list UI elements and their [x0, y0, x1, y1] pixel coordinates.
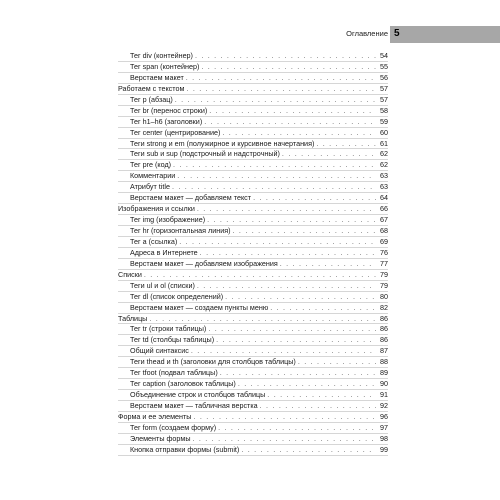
toc-section-row: [118, 368, 388, 379]
toc-entry-page: 57: [380, 83, 388, 93]
toc-leader-dots: [195, 51, 376, 62]
toc-leader-dots: [253, 193, 376, 204]
toc-entry-title: Тег h1–h6 (заголовки): [130, 116, 203, 126]
toc-section-row: [118, 117, 388, 128]
page-header: [0, 26, 500, 46]
toc-entry-page: 86: [380, 324, 388, 334]
toc-leader-dots: [186, 84, 376, 95]
toc-chapter-row: [118, 84, 388, 95]
toc-section-row: [118, 128, 388, 139]
toc-entry-page: 80: [380, 291, 388, 301]
toc-leader-dots: [173, 160, 376, 171]
toc-section-row: [118, 248, 388, 259]
toc-entry-title: Тег caption (заголовок таблицы): [130, 379, 236, 389]
toc-entry-page: 89: [380, 368, 388, 378]
toc-entry-title: Тег p (абзац): [130, 94, 173, 104]
toc-entry-page: 77: [380, 258, 388, 268]
toc-entry-page: 91: [380, 390, 388, 400]
toc-leader-dots: [280, 259, 376, 270]
toc-section-row: [118, 226, 388, 237]
toc-entry-page: 55: [380, 61, 388, 71]
toc-leader-dots: [193, 412, 376, 423]
toc-entry-page: 82: [380, 302, 388, 312]
toc-entry-page: 63: [380, 182, 388, 192]
toc-entry-title: Тег pre (код): [130, 160, 172, 170]
toc-entry-title: Тег form (создаем форму): [130, 422, 217, 432]
toc-section-row: [118, 62, 388, 73]
toc-entry-page: 61: [380, 138, 388, 148]
toc-entry-page: 90: [380, 379, 388, 389]
toc-entry-title: Тег center (центрирование): [130, 127, 221, 137]
toc-entry-page: 88: [380, 357, 388, 367]
page-number-tab: [390, 26, 500, 43]
toc-section-row: [118, 335, 388, 346]
toc-leader-dots: [175, 95, 376, 106]
toc-section-row: [118, 423, 388, 434]
toc-entry-title: Таблицы: [118, 313, 148, 323]
toc-leader-dots: [149, 314, 376, 325]
toc-leader-dots: [191, 346, 376, 357]
toc-leader-dots: [197, 204, 376, 215]
toc-section-row: [118, 281, 388, 292]
toc-entry-page: 76: [380, 247, 388, 257]
toc-entry-page: 66: [380, 204, 388, 214]
toc-chapter-row: [118, 412, 388, 423]
toc-section-row: [118, 303, 388, 314]
toc-entry-title: Верстаем макет — добавляем текст: [130, 193, 252, 203]
toc-section-row: [118, 171, 388, 182]
toc-entry-title: Тег hr (горизонтальная линия): [130, 226, 231, 235]
toc-section-row: [118, 346, 388, 357]
toc-section-row: [118, 215, 388, 226]
toc-chapter-row: [118, 204, 388, 215]
toc-entry-page: 62: [380, 160, 388, 170]
toc-entry-title: Кнопка отправки формы (submit): [130, 444, 240, 454]
toc-leader-dots: [241, 445, 376, 456]
toc-leader-dots: [186, 73, 376, 84]
toc-entry-title: Тег tr (строки таблицы): [130, 324, 207, 334]
toc-leader-dots: [267, 390, 376, 401]
toc-entry-title: Верстаем макет: [130, 72, 184, 82]
toc-section-row: [118, 95, 388, 106]
toc-entry-title: Атрибут title: [130, 182, 170, 192]
toc-chapter-row: [118, 270, 388, 281]
toc-entry-title: Тег img (изображение): [130, 215, 206, 225]
toc-leader-dots: [197, 281, 376, 292]
toc-entry-title: Работаем с текстом: [118, 83, 185, 93]
table-of-contents: [118, 51, 388, 456]
toc-leader-dots: [209, 106, 376, 117]
toc-leader-dots: [144, 270, 376, 281]
toc-leader-dots: [177, 171, 376, 182]
toc-entry-page: 67: [380, 215, 388, 225]
toc-entry-page: 57: [380, 94, 388, 104]
toc-entry-title: Тег dl (список определений): [130, 291, 224, 301]
toc-entry-title: Тег div (контейнер): [130, 51, 193, 60]
toc-section-row: [118, 259, 388, 270]
toc-leader-dots: [208, 324, 376, 335]
toc-section-row: [118, 139, 388, 150]
page-number: 5: [394, 28, 400, 39]
toc-entry-page: 56: [380, 72, 388, 82]
toc-leader-dots: [222, 128, 376, 139]
toc-leader-dots: [201, 62, 376, 73]
toc-leader-dots: [193, 434, 377, 445]
toc-entry-title: Тег tfoot (подвал таблицы): [130, 368, 218, 378]
toc-section-row: [118, 445, 388, 456]
toc-entry-title: Изображения и ссылки: [118, 204, 195, 214]
toc-entry-page: 69: [380, 236, 388, 246]
toc-leader-dots: [225, 292, 376, 303]
toc-entry-page: 79: [380, 280, 388, 290]
toc-entry-page: 54: [380, 51, 388, 60]
toc-leader-dots: [172, 182, 376, 193]
toc-entry-page: 60: [380, 127, 388, 137]
toc-entry-page: 62: [380, 149, 388, 159]
toc-leader-dots: [260, 401, 376, 412]
toc-entry-page: 79: [380, 269, 388, 279]
toc-section-row: [118, 73, 388, 84]
toc-section-row: [118, 237, 388, 248]
toc-leader-dots: [216, 335, 376, 346]
toc-leader-dots: [270, 303, 376, 314]
toc-section-row: [118, 182, 388, 193]
toc-entry-title: Комментарии: [130, 171, 176, 181]
toc-entry-page: 64: [380, 193, 388, 203]
toc-entry-page: 98: [380, 433, 388, 443]
toc-entry-page: 68: [380, 226, 388, 235]
toc-entry-page: 99: [380, 444, 388, 454]
toc-entry-title: Теги strong и em (полужирное и курсивное начертания): [130, 138, 315, 148]
toc-entry-title: Списки: [118, 269, 142, 279]
toc-section-row: [118, 51, 388, 62]
toc-entry-title: Адреса в Интернете: [130, 247, 198, 257]
toc-section-row: [118, 401, 388, 412]
toc-section-row: [118, 106, 388, 117]
toc-entry-page: 59: [380, 116, 388, 126]
toc-entry-page: 86: [380, 313, 388, 323]
toc-leader-dots: [316, 139, 376, 150]
toc-entry-title: Форма и ее элементы: [118, 411, 192, 421]
toc-entry-title: Теги sub и sup (подстрочный и надстрочный): [130, 149, 280, 159]
toc-leader-dots: [207, 215, 376, 226]
toc-entry-page: 96: [380, 411, 388, 421]
toc-entry-title: Верстаем макет — добавляем изображения: [130, 258, 278, 268]
toc-entry-page: 58: [380, 105, 388, 115]
running-header-title: Оглавление: [346, 29, 388, 38]
toc-leader-dots: [298, 357, 376, 368]
toc-section-row: [118, 292, 388, 303]
toc-entry-page: 97: [380, 422, 388, 432]
toc-leader-dots: [233, 226, 376, 237]
toc-leader-dots: [218, 423, 376, 434]
toc-entry-title: Элементы формы: [130, 433, 191, 443]
toc-entry-title: Тег br (перенос строки): [130, 105, 208, 115]
toc-leader-dots: [179, 237, 376, 248]
toc-leader-dots: [238, 379, 376, 390]
toc-section-row: [118, 357, 388, 368]
toc-chapter-row: [118, 314, 388, 325]
toc-section-row: [118, 434, 388, 445]
toc-entry-title: Общий синтаксис: [130, 346, 189, 356]
toc-leader-dots: [204, 117, 376, 128]
toc-section-row: [118, 160, 388, 171]
toc-entry-title: Теги thead и th (заголовки для столбцов таблицы): [130, 357, 296, 367]
toc-leader-dots: [220, 368, 376, 379]
toc-entry-title: Теги ul и ol (списки): [130, 280, 195, 290]
toc-section-row: [118, 324, 388, 335]
toc-entry-page: 63: [380, 171, 388, 181]
toc-entry-title: Тег a (ссылка): [130, 236, 178, 246]
toc-leader-dots: [200, 248, 376, 259]
toc-entry-title: Объединение строк и столбцов таблицы: [130, 390, 266, 400]
toc-entry-page: 92: [380, 401, 388, 410]
toc-entry-title: Тег td (столбцы таблицы): [130, 335, 215, 345]
toc-entry-page: 86: [380, 335, 388, 345]
toc-entry-title: Верстаем макет — табличная верстка: [130, 401, 258, 410]
toc-entry-page: 87: [380, 346, 388, 356]
toc-section-row: [118, 390, 388, 401]
toc-section-row: [118, 149, 388, 160]
toc-entry-title: Тег span (контейнер): [130, 61, 200, 71]
toc-entry-title: Верстаем макет — создаем пункты меню: [130, 302, 269, 312]
toc-section-row: [118, 379, 388, 390]
toc-section-row: [118, 193, 388, 204]
toc-leader-dots: [282, 149, 376, 160]
